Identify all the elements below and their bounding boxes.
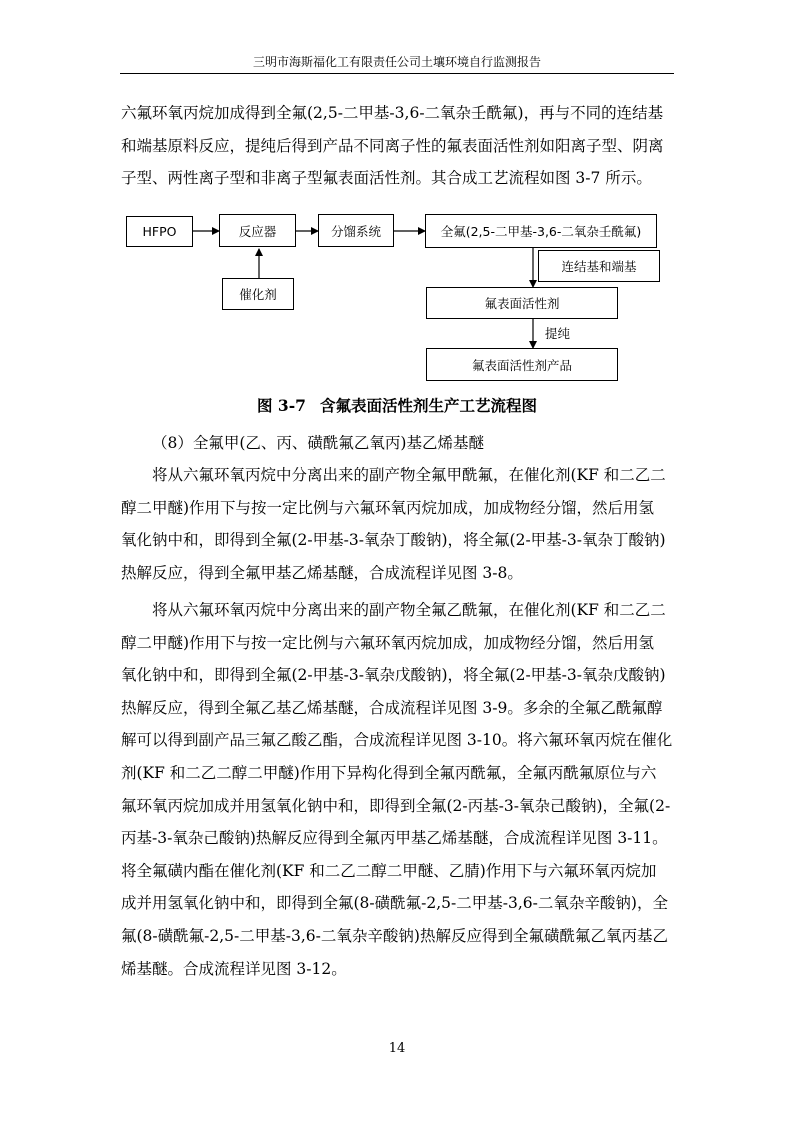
text-line: 氧化钠中和，即得到全氟(2-甲基-3-氧杂丁酸钠)，将全氟(2-甲基-3-氧杂丁酸钠) bbox=[121, 531, 666, 550]
section-subheading: （8）全氟甲(乙、丙、磺酰氟乙氧丙)基乙烯基醚 bbox=[152, 434, 484, 452]
node-hfpo: HFPO bbox=[126, 216, 193, 247]
node-fluorosurfactant-product: 氟表面活性剂产品 bbox=[426, 348, 618, 381]
node-reactor: 反应器 bbox=[219, 214, 296, 247]
text-line: 醇二甲醚)作用下与按一定比例与六氟环氧丙烷加成，加成物经分馏，然后用氢 bbox=[121, 498, 655, 517]
text-line: 烯基醚。合成流程详见图 3-12。 bbox=[121, 959, 347, 978]
text-line: 热解反应，得到全氟乙基乙烯基醚，合成流程详见图 3-9。多余的全氟乙酰氟醇 bbox=[121, 698, 663, 717]
text-line: 将从六氟环氧丙烷中分离出来的副产物全氟乙酰氟，在催化剂(KF 和二乙二 bbox=[152, 601, 666, 619]
text-line: 丙基-3-氧杂己酸钠)热解反应得到全氟丙甲基乙烯基醚，合成流程详见图 3-11。 bbox=[121, 829, 668, 848]
text-line: 子型、两性离子型和非离子型氟表面活性剂。其合成工艺流程如图 3-7 所示。 bbox=[121, 169, 652, 188]
figure-caption bbox=[0, 396, 794, 416]
page-header: 三明市海斯福化工有限责任公司土壤环境自行监测报告 bbox=[252, 55, 541, 69]
text-line: 热解反应，得到全氟甲基乙烯基醚，合成流程详见图 3-8。 bbox=[121, 563, 523, 582]
text-line: 六氟环氧丙烷加成得到全氟(2,5-二甲基-3,6-二氧杂壬酰氟)，再与不同的连结基 bbox=[121, 104, 664, 122]
node-intermediate: 全氟(2,5-二甲基-3,6-二氧杂壬酰氟) bbox=[425, 214, 657, 248]
text-line: 剂(KF 和二乙二醇二甲醚)作用下异构化得到全氟丙酰氟，全氟丙酰氟原位与六 bbox=[121, 763, 657, 782]
figure-title: 含氟表面活性剂生产工艺流程图 bbox=[319, 396, 537, 415]
label-purify: 提纯 bbox=[545, 326, 571, 341]
paragraph-methyl-vinyl-ether bbox=[121, 459, 677, 589]
text-line: 和端基原料反应，提纯后得到产品不同离子性的氟表面活性剂如阳离子型、阴离 bbox=[121, 136, 664, 155]
text-line: 解可以得到副产品三氟乙酸乙酯，合成流程详见图 3-10。将六氟环氧丙烷在催化 bbox=[121, 731, 673, 750]
diagram-arrows bbox=[0, 0, 794, 400]
text-line: 氟(8-磺酰氟-2,5-二甲基-3,6-二氧杂辛酸钠)热解反应得到全氟磺酰氟乙氧丙基乙 bbox=[121, 926, 668, 945]
node-fluorosurfactant: 氟表面活性剂 bbox=[426, 287, 618, 319]
text-line: 将从六氟环氧丙烷中分离出来的副产物全氟甲酰氟，在催化剂(KF 和二乙二 bbox=[152, 466, 666, 484]
text-line: 氧化钠中和，即得到全氟(2-甲基-3-氧杂戊酸钠)，将全氟(2-甲基-3-氧杂戊酸钠) bbox=[121, 666, 666, 685]
node-catalyst: 催化剂 bbox=[222, 278, 294, 310]
text-line: 醇二甲醚)作用下与按一定比例与六氟环氧丙烷加成，加成物经分馏，然后用氢 bbox=[121, 633, 655, 652]
page-number: 14 bbox=[388, 1041, 406, 1056]
text-line: 氟环氧丙烷加成并用氢氧化钠中和，即得到全氟(2-丙基-3-氧杂己酸钠)，全氟(2- bbox=[121, 796, 671, 815]
text-line: 成并用氢氧化钠中和，即得到全氟(8-磺酰氟-2,5-二甲基-3,6-二氧杂辛酸钠)，全 bbox=[121, 894, 668, 913]
node-distillation-system: 分馏系统 bbox=[318, 214, 394, 247]
text-line: 将全氟磺内酯在催化剂(KF 和二乙二醇二甲醚、乙腈)作用下与六氟环氧丙烷加 bbox=[121, 861, 657, 880]
paragraph-ethyl-vinyl-ether bbox=[121, 594, 677, 985]
process-flow-diagram bbox=[0, 0, 794, 400]
node-linker-endgroup: 连结基和端基 bbox=[538, 250, 660, 282]
figure-number: 图 3-7 bbox=[257, 396, 306, 415]
